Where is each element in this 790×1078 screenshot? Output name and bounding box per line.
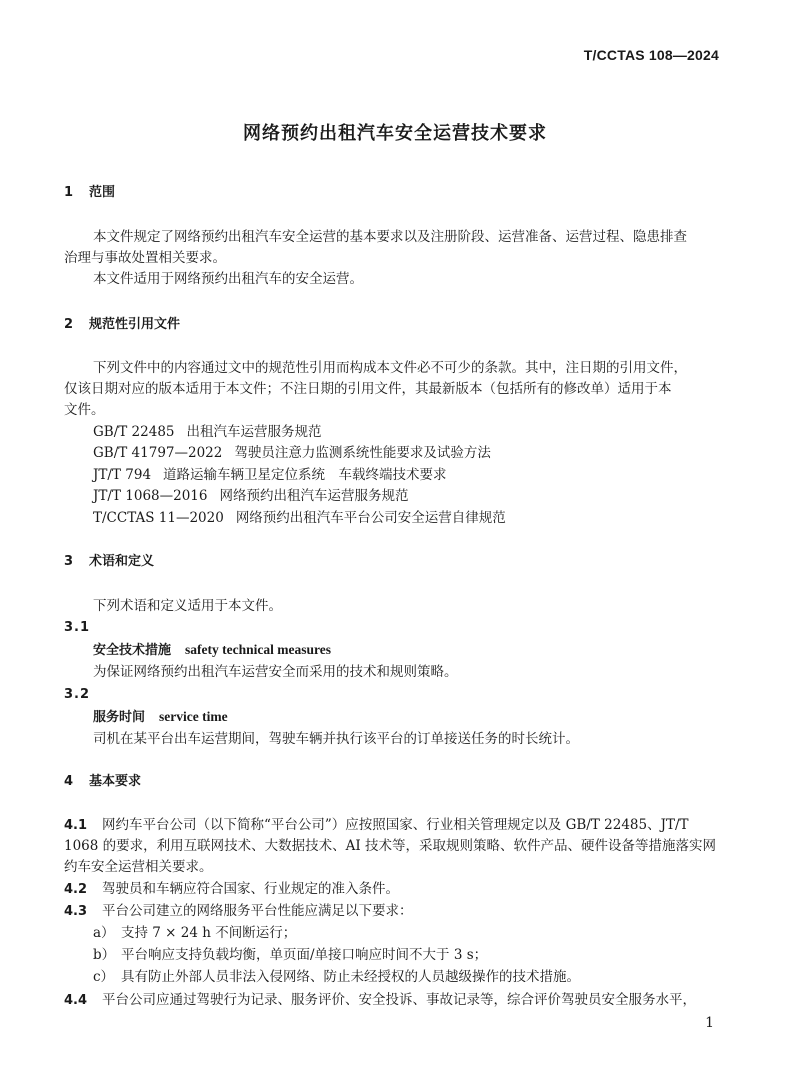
section-heading-1	[64, 184, 115, 202]
clause-text: 网约车平台公司（以下简称“平台公司”）应按照国家、行业相关管理规定以及 GB/T 22485、JT/T	[102, 817, 689, 833]
clause-4-2	[64, 880, 399, 899]
term-en: safety technical measures	[185, 642, 331, 657]
paragraph-line: 治理与事故处置相关要求。	[64, 250, 226, 266]
clause-number: 4.3	[64, 904, 88, 919]
clause-4-1	[64, 816, 689, 835]
term-entry	[93, 708, 228, 727]
standard-id: T/CCTAS 108—2024	[583, 47, 719, 63]
section-heading-3	[64, 553, 154, 571]
section-title: 基本要求	[89, 774, 142, 789]
term-number: 3.2	[64, 687, 91, 702]
section-number: 2	[64, 317, 74, 332]
reference-code: GB/T 22485	[93, 424, 175, 440]
term-en: service time	[159, 709, 228, 724]
term-zh: 安全技术措施	[93, 643, 172, 658]
clause-text: 驾驶员和车辆应符合国家、行业规定的准入条件。	[102, 881, 399, 897]
list-item	[93, 924, 296, 942]
term-number: 3.1	[64, 620, 91, 635]
reference-code: T/CCTAS 11—2020	[93, 510, 224, 526]
section-title: 规范性引用文件	[89, 317, 181, 332]
section-number: 3	[64, 554, 74, 569]
section-number: 1	[64, 185, 74, 200]
reference-name: 驾驶员注意力监测系统性能要求及试验方法	[234, 445, 491, 461]
reference-name: 网络预约出租汽车运营服务规范	[219, 488, 409, 504]
clause-number: 4.4	[64, 993, 88, 1008]
paragraph-line: 仅该日期对应的版本适用于本文件；不注日期的引用文件，其最新版本（包括所有的修改单）适用于本	[64, 381, 672, 397]
clause-text: 平台公司应通过驾驶行为记录、服务评价、安全投诉、事故记录等，综合评价驾驶员安全服务水平，	[102, 992, 696, 1008]
paragraph-line: 本文件规定了网络预约出租汽车安全运营的基本要求以及注册阶段、运营准备、运营过程、隐患排查	[93, 229, 687, 245]
page-number: 1	[705, 1015, 714, 1031]
list-item	[93, 968, 580, 986]
term-entry	[93, 641, 331, 660]
paragraph-line: 本文件适用于网络预约出租汽车的安全运营。	[93, 271, 363, 287]
term-zh: 服务时间	[93, 710, 146, 725]
reference-name: 出租汽车运营服务规范	[186, 424, 322, 440]
paragraph-line: 下列术语和定义适用于本文件。	[93, 598, 282, 614]
section-heading-2	[64, 316, 180, 334]
section-number: 4	[64, 774, 74, 789]
list-label: c）	[93, 969, 115, 985]
clause-4-3	[64, 902, 413, 921]
reference-code: JT/T 794	[93, 467, 152, 483]
clause-text: 平台公司建立的网络服务平台性能应满足以下要求：	[102, 903, 413, 919]
reference-item	[93, 509, 506, 527]
section-heading-4	[64, 773, 141, 791]
clause-number: 4.1	[64, 818, 88, 833]
document-title: 网络预约出租汽车安全运营技术要求	[243, 123, 547, 144]
paragraph-line: 下列文件中的内容通过文中的规范性引用而构成本文件必不可少的条款。其中，注日期的引用文件，	[93, 360, 687, 376]
reference-name: 网络预约出租汽车平台公司安全运营自律规范	[235, 510, 506, 526]
clause-number: 4.2	[64, 882, 88, 897]
section-title: 范围	[89, 185, 116, 200]
list-text: 支持 7 × 24 h 不间断运行；	[121, 925, 297, 941]
paragraph-line: 约车安全运营相关要求。	[64, 859, 213, 875]
paragraph-line: 1068 的要求，利用互联网技术、大数据技术、AI 技术等，采取规则策略、软件产品、硬件设备等措施落实网	[64, 838, 717, 854]
section-title: 术语和定义	[89, 554, 155, 569]
list-label: b）	[93, 947, 116, 963]
list-item	[93, 946, 487, 964]
term-definition: 为保证网络预约出租汽车运营安全而采用的技术和规则策略。	[93, 664, 458, 680]
reference-item	[93, 466, 447, 484]
reference-item	[93, 487, 408, 505]
reference-item	[93, 423, 322, 441]
list-text: 平台响应支持负载均衡，单页面/单接口响应时间不大于 3 s；	[121, 947, 488, 963]
term-definition: 司机在某平台出车运营期间，驾驶车辆并执行该平台的订单接送任务的时长统计。	[93, 731, 579, 747]
reference-code: GB/T 41797—2022	[93, 445, 223, 461]
clause-4-4	[64, 991, 696, 1010]
list-text: 具有防止外部人员非法入侵网络、防止未经授权的人员越级操作的技术措施。	[121, 969, 580, 985]
reference-code: JT/T 1068—2016	[93, 488, 208, 504]
paragraph-line: 文件。	[64, 402, 105, 418]
list-label: a）	[93, 925, 115, 941]
reference-name: 道路运输车辆卫星定位系统 车载终端技术要求	[163, 467, 447, 483]
reference-item	[93, 444, 491, 462]
